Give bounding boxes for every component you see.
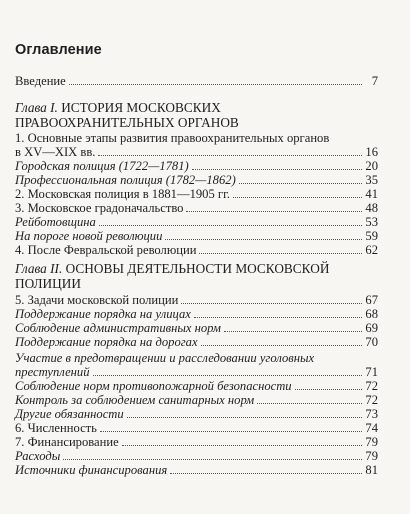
toc-entry-4[interactable]: [15, 243, 378, 257]
dot-leader: [233, 196, 362, 198]
dot-leader: [181, 302, 362, 304]
toc-entry-professional-police[interactable]: [15, 173, 378, 187]
dot-leader: [165, 238, 362, 240]
toc-page-number: 81: [365, 463, 378, 477]
toc-page-number: 35: [365, 173, 378, 187]
toc-entry-label: Профессиональная полиция (1782—1862): [15, 173, 236, 187]
dot-leader: [100, 430, 362, 432]
toc-entry-label: 6. Численность: [15, 421, 97, 435]
toc-entry-street-order[interactable]: [15, 307, 378, 321]
chapter-1-title-line2: ПРАВООХРАНИТЕЛЬНЫХ ОРГАНОВ: [15, 114, 239, 130]
toc-page-number: 20: [365, 159, 378, 173]
toc-entry-label: Поддержание порядка на дорогах: [15, 335, 198, 349]
chapter-1-heading: [15, 101, 239, 130]
toc-entry-label: 3. Московское градоначальство: [15, 201, 184, 215]
toc-entry-label: Контроль за соблюдением санитарных норм: [15, 393, 255, 407]
dot-leader: [98, 154, 362, 156]
toc-entry-label: Поддержание порядка на улицах: [15, 307, 191, 321]
toc-page-number: 7: [371, 74, 378, 88]
toc-entry-6[interactable]: [15, 421, 378, 435]
toc-page-number: 53: [365, 215, 378, 229]
toc-page-number: 70: [365, 335, 378, 349]
dot-leader: [170, 472, 362, 474]
toc-page-number: 74: [365, 421, 378, 435]
chapter-2-title-line2: ПОЛИЦИИ: [15, 275, 81, 291]
dot-leader: [99, 224, 362, 226]
toc-entry-fire-safety[interactable]: [15, 379, 378, 393]
toc-entry-5[interactable]: [15, 293, 378, 307]
toc-page-number: 79: [365, 449, 378, 463]
dot-leader: [192, 168, 362, 170]
toc-entry-road-order[interactable]: [15, 335, 378, 349]
toc-entry-intro[interactable]: [15, 74, 378, 88]
toc-entry-admin-norms[interactable]: [15, 321, 378, 335]
toc-entry-crime-line1[interactable]: Участие в предотвращении и расследовании уголовных: [15, 351, 315, 365]
toc-entry-label: в XV—XIX вв.: [15, 145, 96, 159]
toc-entry-funding-sources[interactable]: [15, 463, 378, 477]
toc-entry-label: преступлений: [15, 365, 90, 379]
toc-entry-label: Введение: [15, 74, 66, 88]
dot-leader: [257, 402, 362, 404]
dot-leader: [239, 182, 362, 184]
chapter-2-title-line1: ОСНОВЫ ДЕЯТЕЛЬНОСТИ МОСКОВСКОЙ: [65, 261, 330, 276]
chapter-2-heading: [15, 262, 329, 291]
toc-page-number: 72: [365, 393, 378, 407]
toc-page-number: 41: [365, 187, 378, 201]
dot-leader: [186, 210, 362, 212]
toc-entry-3[interactable]: [15, 201, 378, 215]
toc-entry-sanitary[interactable]: [15, 393, 378, 407]
dot-leader: [201, 344, 362, 346]
dot-leader: [199, 252, 362, 254]
toc-entry-new-revolution[interactable]: [15, 229, 378, 243]
chapter-1-number: Глава I.: [15, 100, 58, 115]
toc-entry-1-line1[interactable]: 1. Основные этапы развития правоохранительных органов: [15, 131, 330, 145]
dot-leader: [127, 416, 362, 418]
chapter-2-number: Глава II.: [15, 261, 63, 276]
toc-page-number: 73: [365, 407, 378, 421]
toc-entry-city-police[interactable]: [15, 159, 378, 173]
dot-leader: [122, 444, 362, 446]
toc-page-number: 79: [365, 435, 378, 449]
toc-entry-label: Рейботовщина: [15, 215, 96, 229]
toc-page-number: 69: [365, 321, 378, 335]
toc-entry-label: Соблюдение норм противопожарной безопасности: [15, 379, 292, 393]
toc-entry-2[interactable]: [15, 187, 378, 201]
toc-entry-label: 7. Финансирование: [15, 435, 119, 449]
toc-entry-label: На пороге новой революции: [15, 229, 163, 243]
toc-page-number: 62: [365, 243, 378, 257]
toc-page-number: 71: [365, 365, 378, 379]
toc-page-number: 59: [365, 229, 378, 243]
toc-entry-label: Городская полиция (1722—1781): [15, 159, 189, 173]
dot-leader: [93, 374, 362, 376]
toc-page-number: 67: [365, 293, 378, 307]
toc-entry-label: Расходы: [15, 449, 61, 463]
toc-page-number: 68: [365, 307, 378, 321]
toc-entry-label: 2. Московская полиция в 1881—1905 гг.: [15, 187, 230, 201]
toc-page-number: 72: [365, 379, 378, 393]
toc-entry-label: Соблюдение административных норм: [15, 321, 221, 335]
dot-leader: [194, 316, 362, 318]
toc-entry-label: 4. После Февральской революции: [15, 243, 197, 257]
toc-entry-expenses[interactable]: [15, 449, 378, 463]
toc-entry-label: Источники финансирования: [15, 463, 168, 477]
toc-entry-other-duties[interactable]: [15, 407, 378, 421]
dot-leader: [224, 330, 362, 332]
toc-entry-1[interactable]: [15, 145, 378, 159]
dot-leader: [63, 458, 362, 460]
toc-heading: Оглавление: [15, 42, 102, 58]
toc-entry-label: Другие обязанности: [15, 407, 124, 421]
toc-page-number: 16: [365, 145, 378, 159]
toc-entry-crime[interactable]: [15, 365, 378, 379]
chapter-1-title-line1: ИСТОРИЯ МОСКОВСКИХ: [61, 100, 221, 115]
toc-entry-7[interactable]: [15, 435, 378, 449]
toc-page-number: 48: [365, 201, 378, 215]
toc-entry-label: 5. Задачи московской полиции: [15, 293, 179, 307]
dot-leader: [69, 83, 362, 85]
toc-entry-reibotovshchina[interactable]: [15, 215, 378, 229]
dot-leader: [295, 388, 362, 390]
